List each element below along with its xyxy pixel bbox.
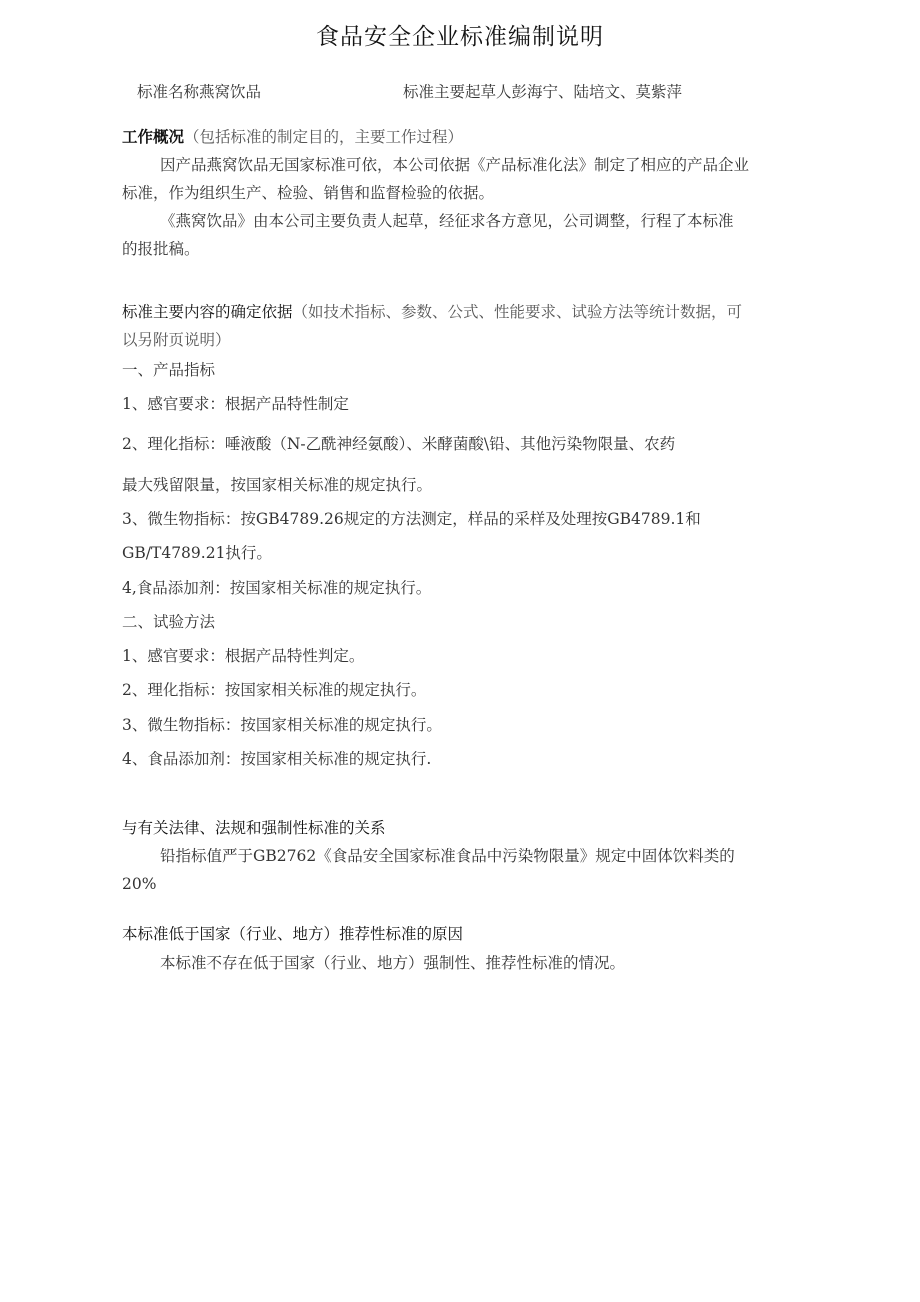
basis-heading: 标准主要内容的确定依据 [122, 303, 293, 321]
drafters: 标准主要起草人彭海宁、陆培文、莫紫萍 [403, 83, 683, 101]
basis-heading-note-2: 以另附页说明） [122, 331, 231, 349]
basis-heading-note-1: （如技术指标、参数、公式、性能要求、试验方法等统计数据，可 [292, 303, 743, 321]
document-title: 食品安全企业标准编制说明 [316, 24, 604, 50]
basis-line-2: 1、感官要求：根据产品特性制定 [122, 395, 349, 413]
relations-line-2: 20% [122, 875, 157, 893]
overview-line-3: 《燕窝饮品》由本公司主要负责人起草，经征求各方意见，公司调整，行程了本标准 [160, 212, 734, 230]
basis-heading-line [122, 302, 742, 322]
basis-line-4: 最大残留限量，按国家相关标准的规定执行。 [122, 476, 433, 494]
overview-line-2: 标准，作为组织生产、检验、销售和监督检验的依据。 [122, 184, 495, 202]
basis-line-5: 3、微生物指标：按GB4789.26规定的方法测定，样品的采样及处理按GB4789.1和 [122, 510, 701, 528]
basis-line-12: 4、食品添加剂：按国家相关标准的规定执行. [122, 750, 432, 768]
lower-heading: 本标准低于国家（行业、地方）推荐性标准的原因 [122, 925, 464, 943]
basis-line-3: 2、理化指标：唾液酸（N-乙酰神经氨酸）、米酵菌酸\铅、其他污染物限量、农药 [122, 435, 676, 453]
overview-line-4: 的报批稿。 [122, 240, 200, 258]
overview-heading-note: （包括标准的制定目的，主要工作过程） [184, 128, 464, 146]
lower-line-1: 本标准不存在低于国家（行业、地方）强制性、推荐性标准的情况。 [160, 954, 626, 972]
overview-heading: 工作概况 [122, 127, 185, 146]
basis-line-8: 二、试验方法 [122, 613, 216, 631]
overview-line-1: 因产品燕窝饮品无国家标准可依，本公司依据《产品标准化法》制定了相应的产品企业 [160, 156, 750, 174]
overview-heading-line [122, 127, 463, 147]
relations-heading: 与有关法律、法规和强制性标准的关系 [122, 819, 386, 837]
basis-line-10: 2、理化指标：按国家相关标准的规定执行。 [122, 681, 427, 699]
basis-line-11: 3、微生物指标：按国家相关标准的规定执行。 [122, 716, 442, 734]
basis-line-9: 1、感官要求：根据产品特性判定。 [122, 647, 365, 665]
standard-name: 标准名称燕窝饮品 [137, 83, 262, 101]
basis-line-1: 一、产品指标 [122, 361, 216, 379]
basis-line-6: GB/T4789.21执行。 [122, 544, 272, 562]
relations-line-1: 铅指标值严于GB2762《食品安全国家标准食品中污染物限量》规定中固体饮料类的 [160, 847, 735, 865]
basis-line-7: 4,食品添加剂：按国家相关标准的规定执行。 [122, 579, 432, 597]
